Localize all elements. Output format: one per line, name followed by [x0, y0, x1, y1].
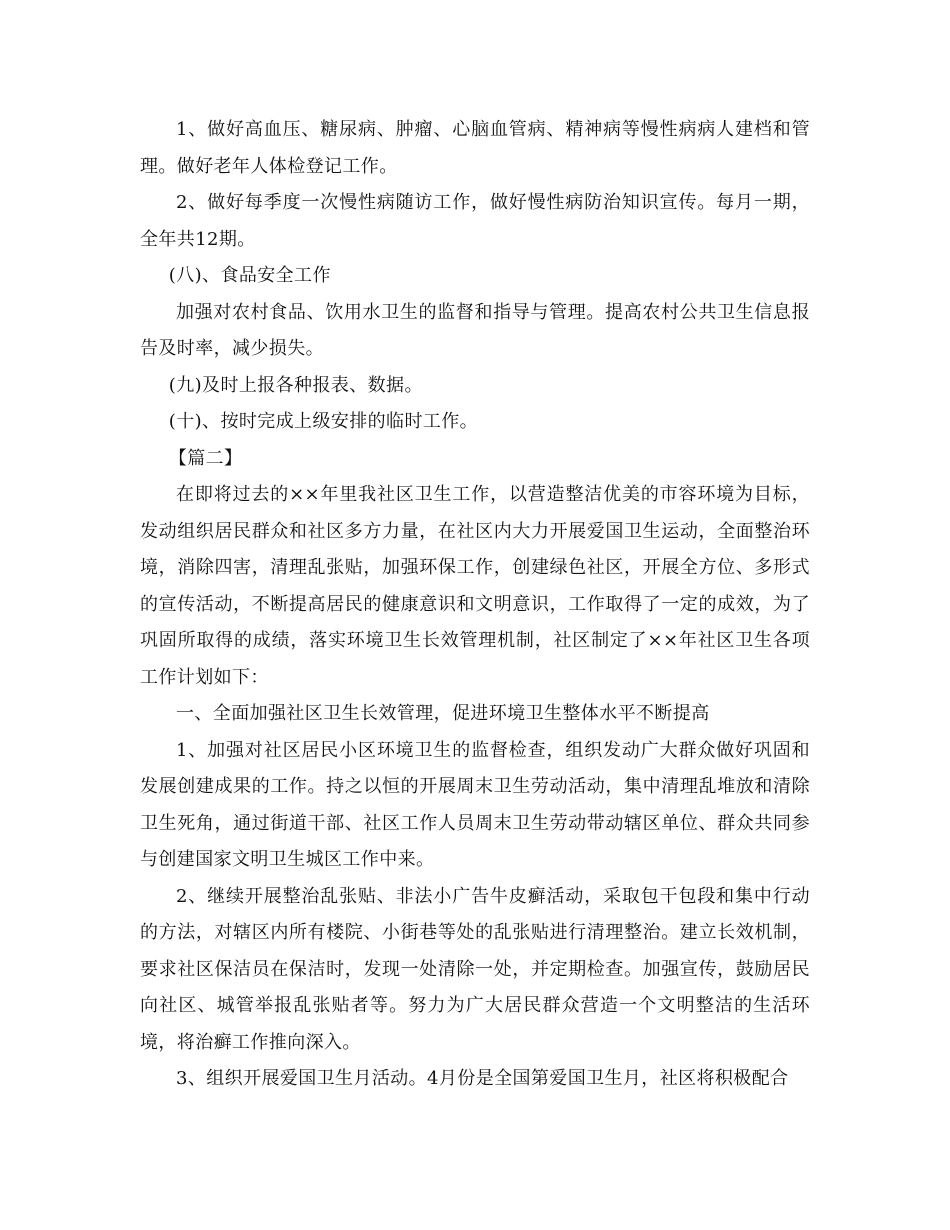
paragraph-poster-cleanup: 2、继续开展整治乱张贴、非法小广告牛皮癣活动，采取包干包段和集中行动的方法，对辖区内所有楼院、小街巷等处的乱张贴进行清理整治。建立长效机制，要求社区保洁员在保洁时，发现一处清除一处，并定期检查。加强宣传，鼓励居民向社区、城管举报乱张贴者等。努力为广大居民群众营造一个文明整洁的生活环境，将治癣工作推向深入。 [140, 885, 810, 1053]
section-heading-long-term-management: 一、全面加强社区卫生长效管理，促进环境卫生整体水平不断提高 [176, 703, 710, 724]
section-heading-temporary-work: (十)、按时完成上级安排的临时工作。 [168, 411, 479, 432]
document-body [140, 112, 810, 1098]
paragraph-chronic-disease-records: 1、做好高血压、糖尿病、肿瘤、心脑血管病、精神病等慢性病病人建档和管理。做好老年人体检登记工作。 [140, 119, 810, 177]
paragraph-health-month: 3、组织开展爱国卫生月活动。4月份是全国第爱国卫生月，社区将积极配合 [176, 1068, 789, 1089]
part-two-heading: 【篇二】 [168, 447, 243, 469]
paragraph-chronic-disease-followup: 2、做好每季度一次慢性病随访工作，做好慢性病防治知识宣传。每月一期，全年共12期。 [140, 192, 810, 250]
paragraph-food-safety: 加强对农村食品、饮用水卫生的监督和指导与管理。提高农村公共卫生信息报告及时率，减少损失。 [140, 301, 810, 359]
section-heading-reports: (九)及时上报各种报表、数据。 [168, 374, 423, 396]
paragraph-supervision: 1、加强对社区居民小区环境卫生的监督检查，组织发动广大群众做好巩固和发展创建成果的工作。持之以恒的开展周末卫生劳动活动，集中清理乱堆放和清除卫生死角，通过街道干部、社区工作人员周末卫生劳动带动辖区单位、群众共同参与创建国家文明卫生城区工作中来。 [140, 739, 810, 870]
section-heading-food-safety: (八)、食品安全工作 [168, 265, 331, 286]
paragraph-introduction: 在即将过去的××年里我社区卫生工作，以营造整洁优美的市容环境为目标，发动组织居民群众和社区多方力量，在社区内大力开展爱国卫生运动，全面整治环境，消除四害，清理乱张贴，加强环保工作，创建绿色社区，开展全方位、多形式的宣传活动，不断提高居民的健康意识和文明意识，工作取得了一定的成效，为了巩固所取得的成绩，落实环境卫生长效管理机制，社区制定了××年社区卫生各项工作计划如下： [140, 484, 810, 688]
